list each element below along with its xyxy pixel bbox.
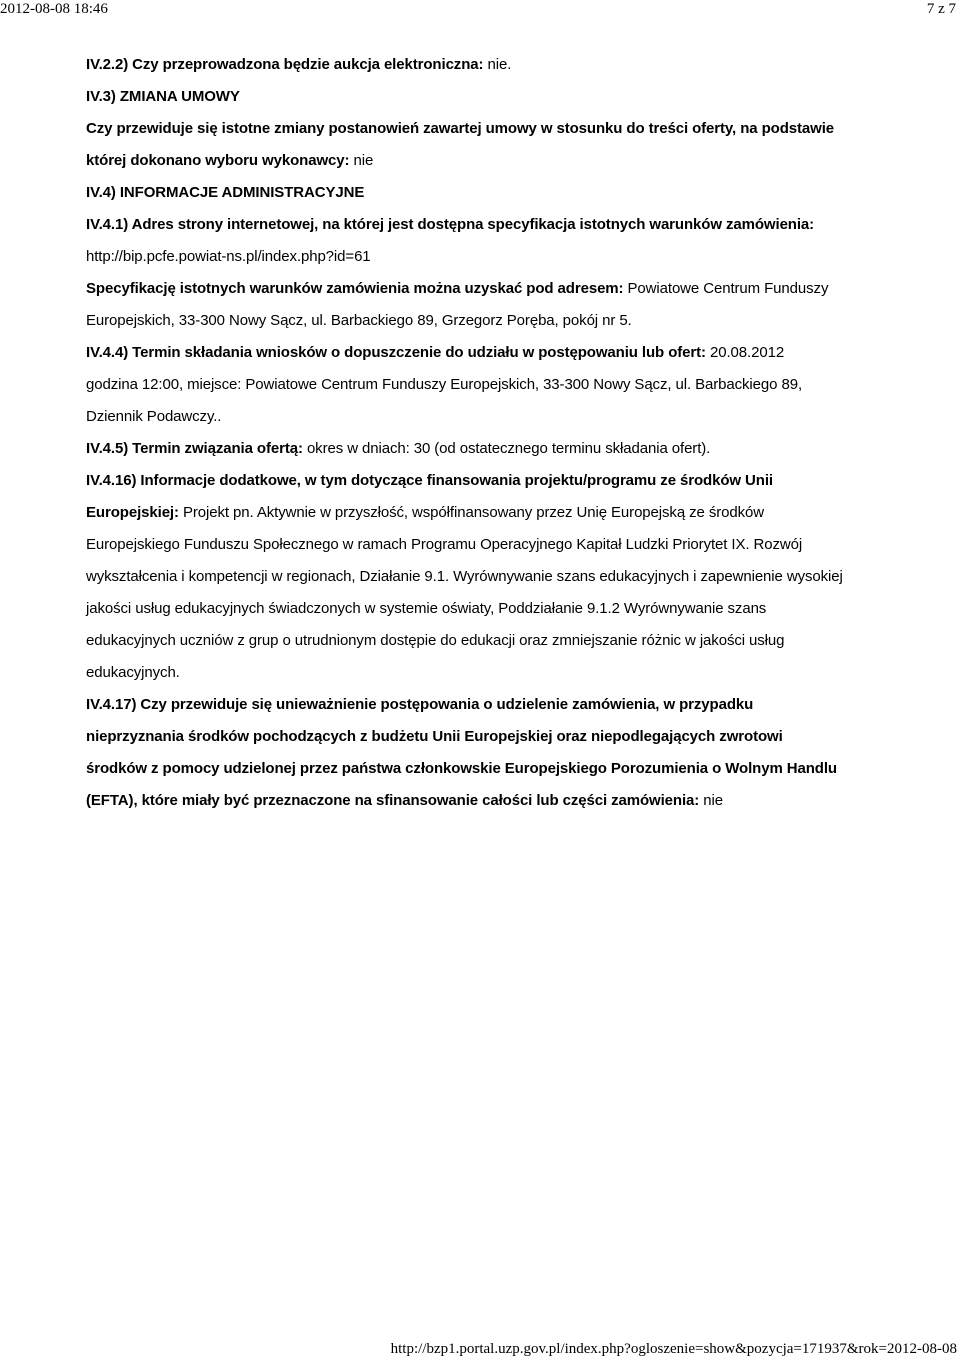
spec-website-label: IV.4.1) Adres strony internetowej, na której jest dostępna specyfikacja istotnych warunków zamówienia: bbox=[86, 216, 815, 233]
additional-info-value4: jakości usług edukacyjnych świadczonych w systemie oświaty, Poddziałanie 9.1.2 Wyrównywanie szans bbox=[86, 600, 767, 617]
additional-info-line2 bbox=[86, 497, 886, 529]
cancellation-value: nie bbox=[699, 792, 723, 809]
additional-info-value3: wykształcenia i kompetencji w regionach, Działanie 9.1. Wyrównywanie szans edukacyjnych i zapewnienie wysokiej bbox=[86, 568, 843, 585]
footer-url: http://bzp1.portal.uzp.gov.pl/index.php?ogloszenie=show&pozycja=171937&rok=2012-08-08 bbox=[390, 1341, 957, 1357]
spec-address-line2: Europejskich, 33-300 Nowy Sącz, ul. Barbackiego 89, Grzegorz Poręba, pokój nr 5. bbox=[86, 312, 632, 329]
spec-address-line1 bbox=[86, 273, 886, 305]
additional-info-label-line1: IV.4.16) Informacje dodatkowe, w tym dotyczące finansowania projektu/programu ze środków Unii bbox=[86, 472, 773, 489]
notice-content bbox=[86, 49, 886, 817]
cancellation-label: (EFTA), które miały być przeznaczone na sfinansowanie całości lub części zamówienia: bbox=[86, 792, 700, 809]
deadline-line1 bbox=[86, 337, 886, 369]
contract-change-question-label: której dokonano wyboru wykonawcy: bbox=[86, 152, 350, 169]
print-datetime: 2012-08-08 18:46 bbox=[0, 1, 108, 17]
spec-address-value: Powiatowe Centrum Funduszy bbox=[623, 280, 829, 297]
binding-period-line bbox=[86, 433, 886, 465]
cancellation-line3: środków z pomocy udzielonej przez państwa członkowskie Europejskiego Porozumienia o Wolnym Handlu bbox=[86, 760, 837, 777]
cancellation-line4 bbox=[86, 785, 886, 817]
additional-info-value2: Europejskiego Funduszu Społecznego w ramach Programu Operacyjnego Kapitał Ludzki Priorytet IX. Rozwój bbox=[86, 536, 803, 553]
additional-info-value5: edukacyjnych uczniów z grup o utrudnionym dostępie do edukacji oraz zmniejszanie różnic w jakości usług bbox=[86, 632, 785, 649]
spec-address-label: Specyfikację istotnych warunków zamówienia można uzyskać pod adresem: bbox=[86, 280, 624, 297]
additional-info-value1: Projekt pn. Aktywnie w przyszłość, współfinansowany przez Unię Europejską ze środków bbox=[178, 504, 764, 521]
contract-change-heading: IV.3) ZMIANA UMOWY bbox=[86, 88, 240, 105]
contract-change-question-line1: Czy przewiduje się istotne zmiany postanowień zawartej umowy w stosunku do treści oferty, na podstawie bbox=[86, 120, 835, 137]
deadline-date: 20.08.2012 bbox=[705, 344, 785, 361]
binding-period-value: okres w dniach: 30 (od ostatecznego terminu składania ofert). bbox=[302, 440, 711, 457]
deadline-line2: godzina 12:00, miejsce: Powiatowe Centrum Funduszy Europejskich, 33-300 Nowy Sącz, ul. Barbackiego 89, bbox=[86, 376, 803, 393]
auction-label: IV.2.2) Czy przeprowadzona będzie aukcja elektroniczna: bbox=[86, 56, 484, 73]
auction-line bbox=[86, 49, 886, 81]
spec-website-url[interactable]: http://bip.pcfe.powiat-ns.pl/index.php?id=61 bbox=[86, 248, 371, 265]
page-number: 7 z 7 bbox=[926, 1, 956, 17]
contract-change-question-line2 bbox=[86, 145, 886, 177]
additional-info-value6: edukacyjnych. bbox=[86, 664, 180, 681]
cancellation-line1: IV.4.17) Czy przewiduje się unieważnienie postępowania o udzielenie zamówienia, w przypadku bbox=[86, 696, 754, 713]
additional-info-label-line2: Europejskiej: bbox=[86, 504, 179, 521]
cancellation-line2: nieprzyznania środków pochodzących z budżetu Unii Europejskiej oraz niepodlegających zwrotowi bbox=[86, 728, 783, 745]
deadline-line3: Dziennik Podawczy.. bbox=[86, 408, 222, 425]
contract-change-value: nie bbox=[349, 152, 374, 169]
deadline-label: IV.4.4) Termin składania wniosków o dopuszczenie do udziału w postępowaniu lub ofert: bbox=[86, 344, 706, 361]
binding-period-label: IV.4.5) Termin związania ofertą: bbox=[86, 440, 303, 457]
auction-value: nie. bbox=[483, 56, 512, 73]
admin-info-heading: IV.4) INFORMACJE ADMINISTRACYJNE bbox=[86, 184, 365, 201]
